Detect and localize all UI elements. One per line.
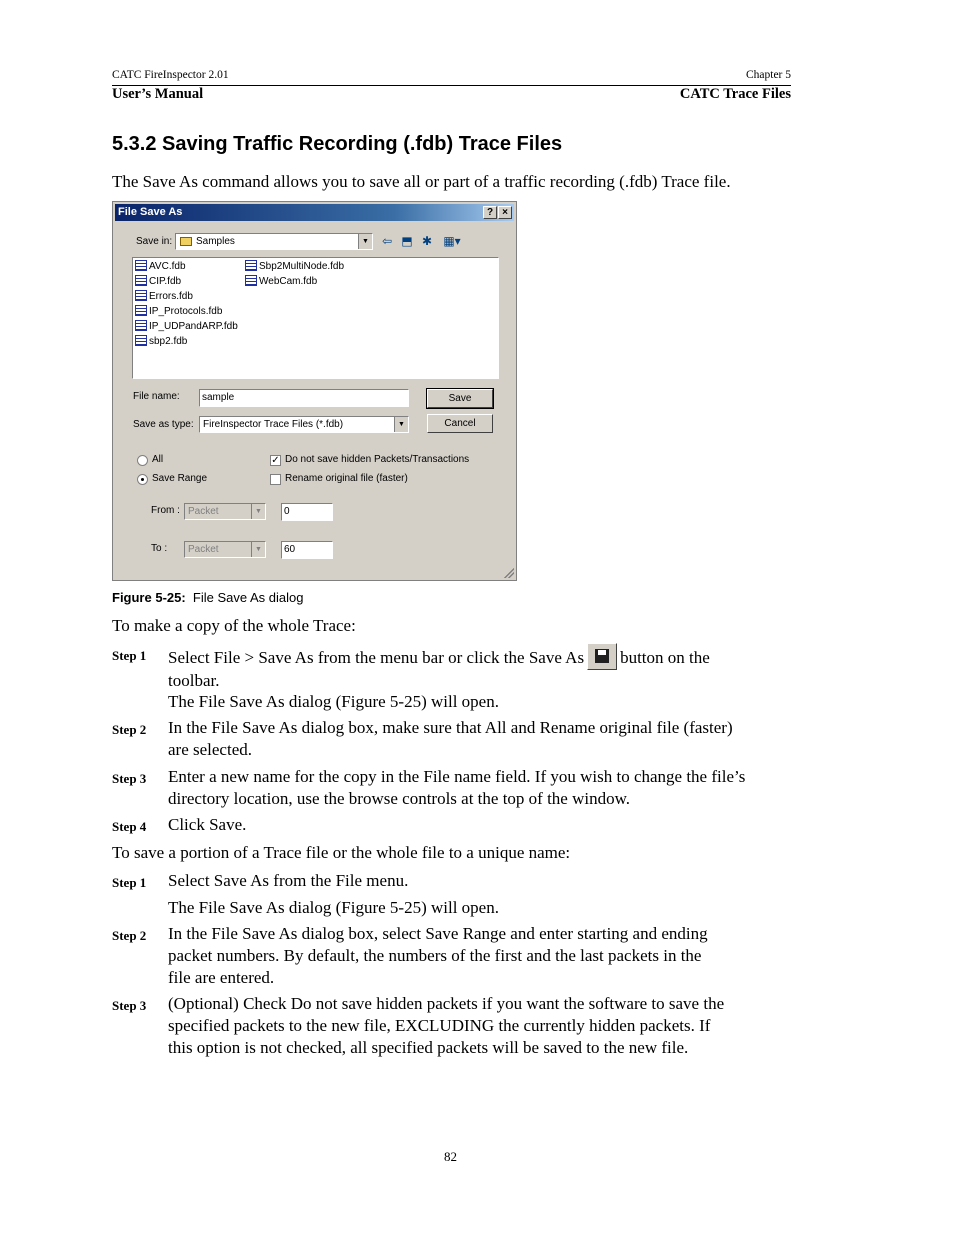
step-text: Enter a new name for the copy in the File name field. If you wish to change the file’s directory location, use the browse controls at the top of the window. [168,767,746,808]
new-folder-icon[interactable]: ✱ [421,234,433,248]
trace-file-icon [135,320,147,331]
header-product: CATC FireInspector 2.01 [112,69,229,81]
up-folder-icon[interactable]: ⬒ [401,234,413,248]
file-name-label: File name: [133,391,180,402]
step-label: Step 1 [112,648,147,663]
step-label: Step 2 [112,928,147,943]
save-in-select[interactable] [175,233,373,250]
rename-original-label: Rename original file (faster) [285,473,408,484]
radio-all[interactable] [137,455,148,466]
list-item[interactable]: sbp2.fdb [135,335,187,349]
radio-all-label: All [152,454,164,465]
help-button[interactable]: ? [483,206,497,219]
trace-file-icon [245,275,257,286]
list-item[interactable]: WebCam.fdb [245,275,317,289]
trace-file-icon [135,305,147,316]
list-item[interactable]: CIP.fdb [135,275,181,289]
save-as-type-value: FireInspector Trace Files (*.fdb) [203,419,344,430]
page-number: 82 [444,1149,457,1164]
list-item[interactable]: IP_UDPandARP.fdb [135,320,238,334]
list-item[interactable]: IP_Protocols.fdb [135,305,222,319]
to-input[interactable]: 60 [281,541,333,559]
step-label: Step 4 [112,819,147,834]
header-chapter-title: CATC Trace Files [679,86,791,102]
trace-file-icon [135,275,147,286]
step-label: Step 1 [112,875,147,890]
radio-save-range[interactable] [137,474,148,485]
step-text: Select Save As from the File menu. [168,871,409,890]
chevron-down-icon: ▼ [251,504,265,519]
folder-icon [180,237,192,246]
hidden-packets-checkbox[interactable]: ✓ [271,455,280,466]
back-icon[interactable]: ⇦ [381,234,393,248]
list-item[interactable]: AVC.fdb [135,260,186,274]
to-unit-value: Packet [188,544,219,555]
chevron-down-icon: ▼ [251,542,265,557]
chevron-down-icon: ▼ [394,417,408,432]
header-manual: User’s Manual [112,86,204,102]
header-chapter: Chapter 5 [745,69,791,81]
save-in-value: Samples [196,236,235,247]
save-in-label: Save in: [136,236,173,247]
from-input[interactable]: 0 [281,503,333,521]
step-text: The File Save As dialog (Figure 5-25) will open. [168,898,499,917]
hidden-packets-label: Do not save hidden Packets/Transactions [285,454,470,465]
step-label: Step 3 [112,998,147,1013]
portion-intro: To save a portion of a Trace file or the whole file to a unique name: [112,843,571,862]
to-unit-select [184,541,266,558]
save-as-type-select[interactable] [199,416,409,433]
section-title: 5.3.2 Saving Traffic Recording (.fdb) Trace Files [112,133,563,155]
step-label: Step 2 [112,722,147,737]
dialog-title: File Save As [118,206,183,218]
file-list[interactable] [132,257,499,379]
trace-file-icon [135,290,147,301]
to-label: To : [151,543,168,554]
save-button[interactable]: Save [427,389,493,408]
save-as-type-label: Save as type: [133,419,194,430]
close-button[interactable]: × [498,206,512,219]
step-text: In the File Save As dialog box, make sure that All and Rename original file (faster) are selected. [168,718,733,759]
from-label: From : [151,505,180,516]
radio-save-range-label: Save Range [152,473,208,484]
save-disk-icon [587,643,617,670]
trace-file-icon [245,260,257,271]
step-text: (Optional) Check Do not save hidden packets if you want the software to save the specified packets to the new file, EXCLUDING the currently hidden packets. If this option is not checked, all specified packets will be saved to the new file. [168,994,725,1057]
step-text: Click Save. [168,815,247,834]
list-item[interactable]: Errors.fdb [135,290,193,304]
step-text: Select File > Save As from the menu bar or click the Save As button on the toolbar. [168,643,748,692]
figure-caption: Figure 5-25: File Save As dialog [112,590,304,605]
file-save-as-dialog [112,201,517,581]
step-text: In the File Save As dialog box, select Save Range and enter starting and ending packet numbers. By default, the numbers of the first and the last packets in the file are entered. [168,924,708,987]
rename-original-checkbox[interactable] [270,474,281,485]
from-unit-value: Packet [188,506,219,517]
section-intro: The Save As command allows you to save all or part of a traffic recording (.fdb) Trace file. [112,172,731,191]
chevron-down-icon: ▼ [358,234,372,249]
from-unit-select [184,503,266,520]
cancel-button[interactable]: Cancel [427,414,493,433]
list-item[interactable]: Sbp2MultiNode.fdb [245,260,344,274]
view-menu-icon[interactable]: ▦▾ [443,234,461,248]
dialog-titlebar [115,204,514,221]
step-label: Step 3 [112,771,147,786]
resize-grip-icon[interactable] [504,568,514,578]
trace-file-icon [135,260,147,271]
whole-trace-intro: To make a copy of the whole Trace: [112,616,356,635]
step-text: The File Save As dialog (Figure 5-25) will open. [168,692,499,711]
trace-file-icon [135,335,147,346]
file-name-input[interactable]: sample [199,389,409,407]
